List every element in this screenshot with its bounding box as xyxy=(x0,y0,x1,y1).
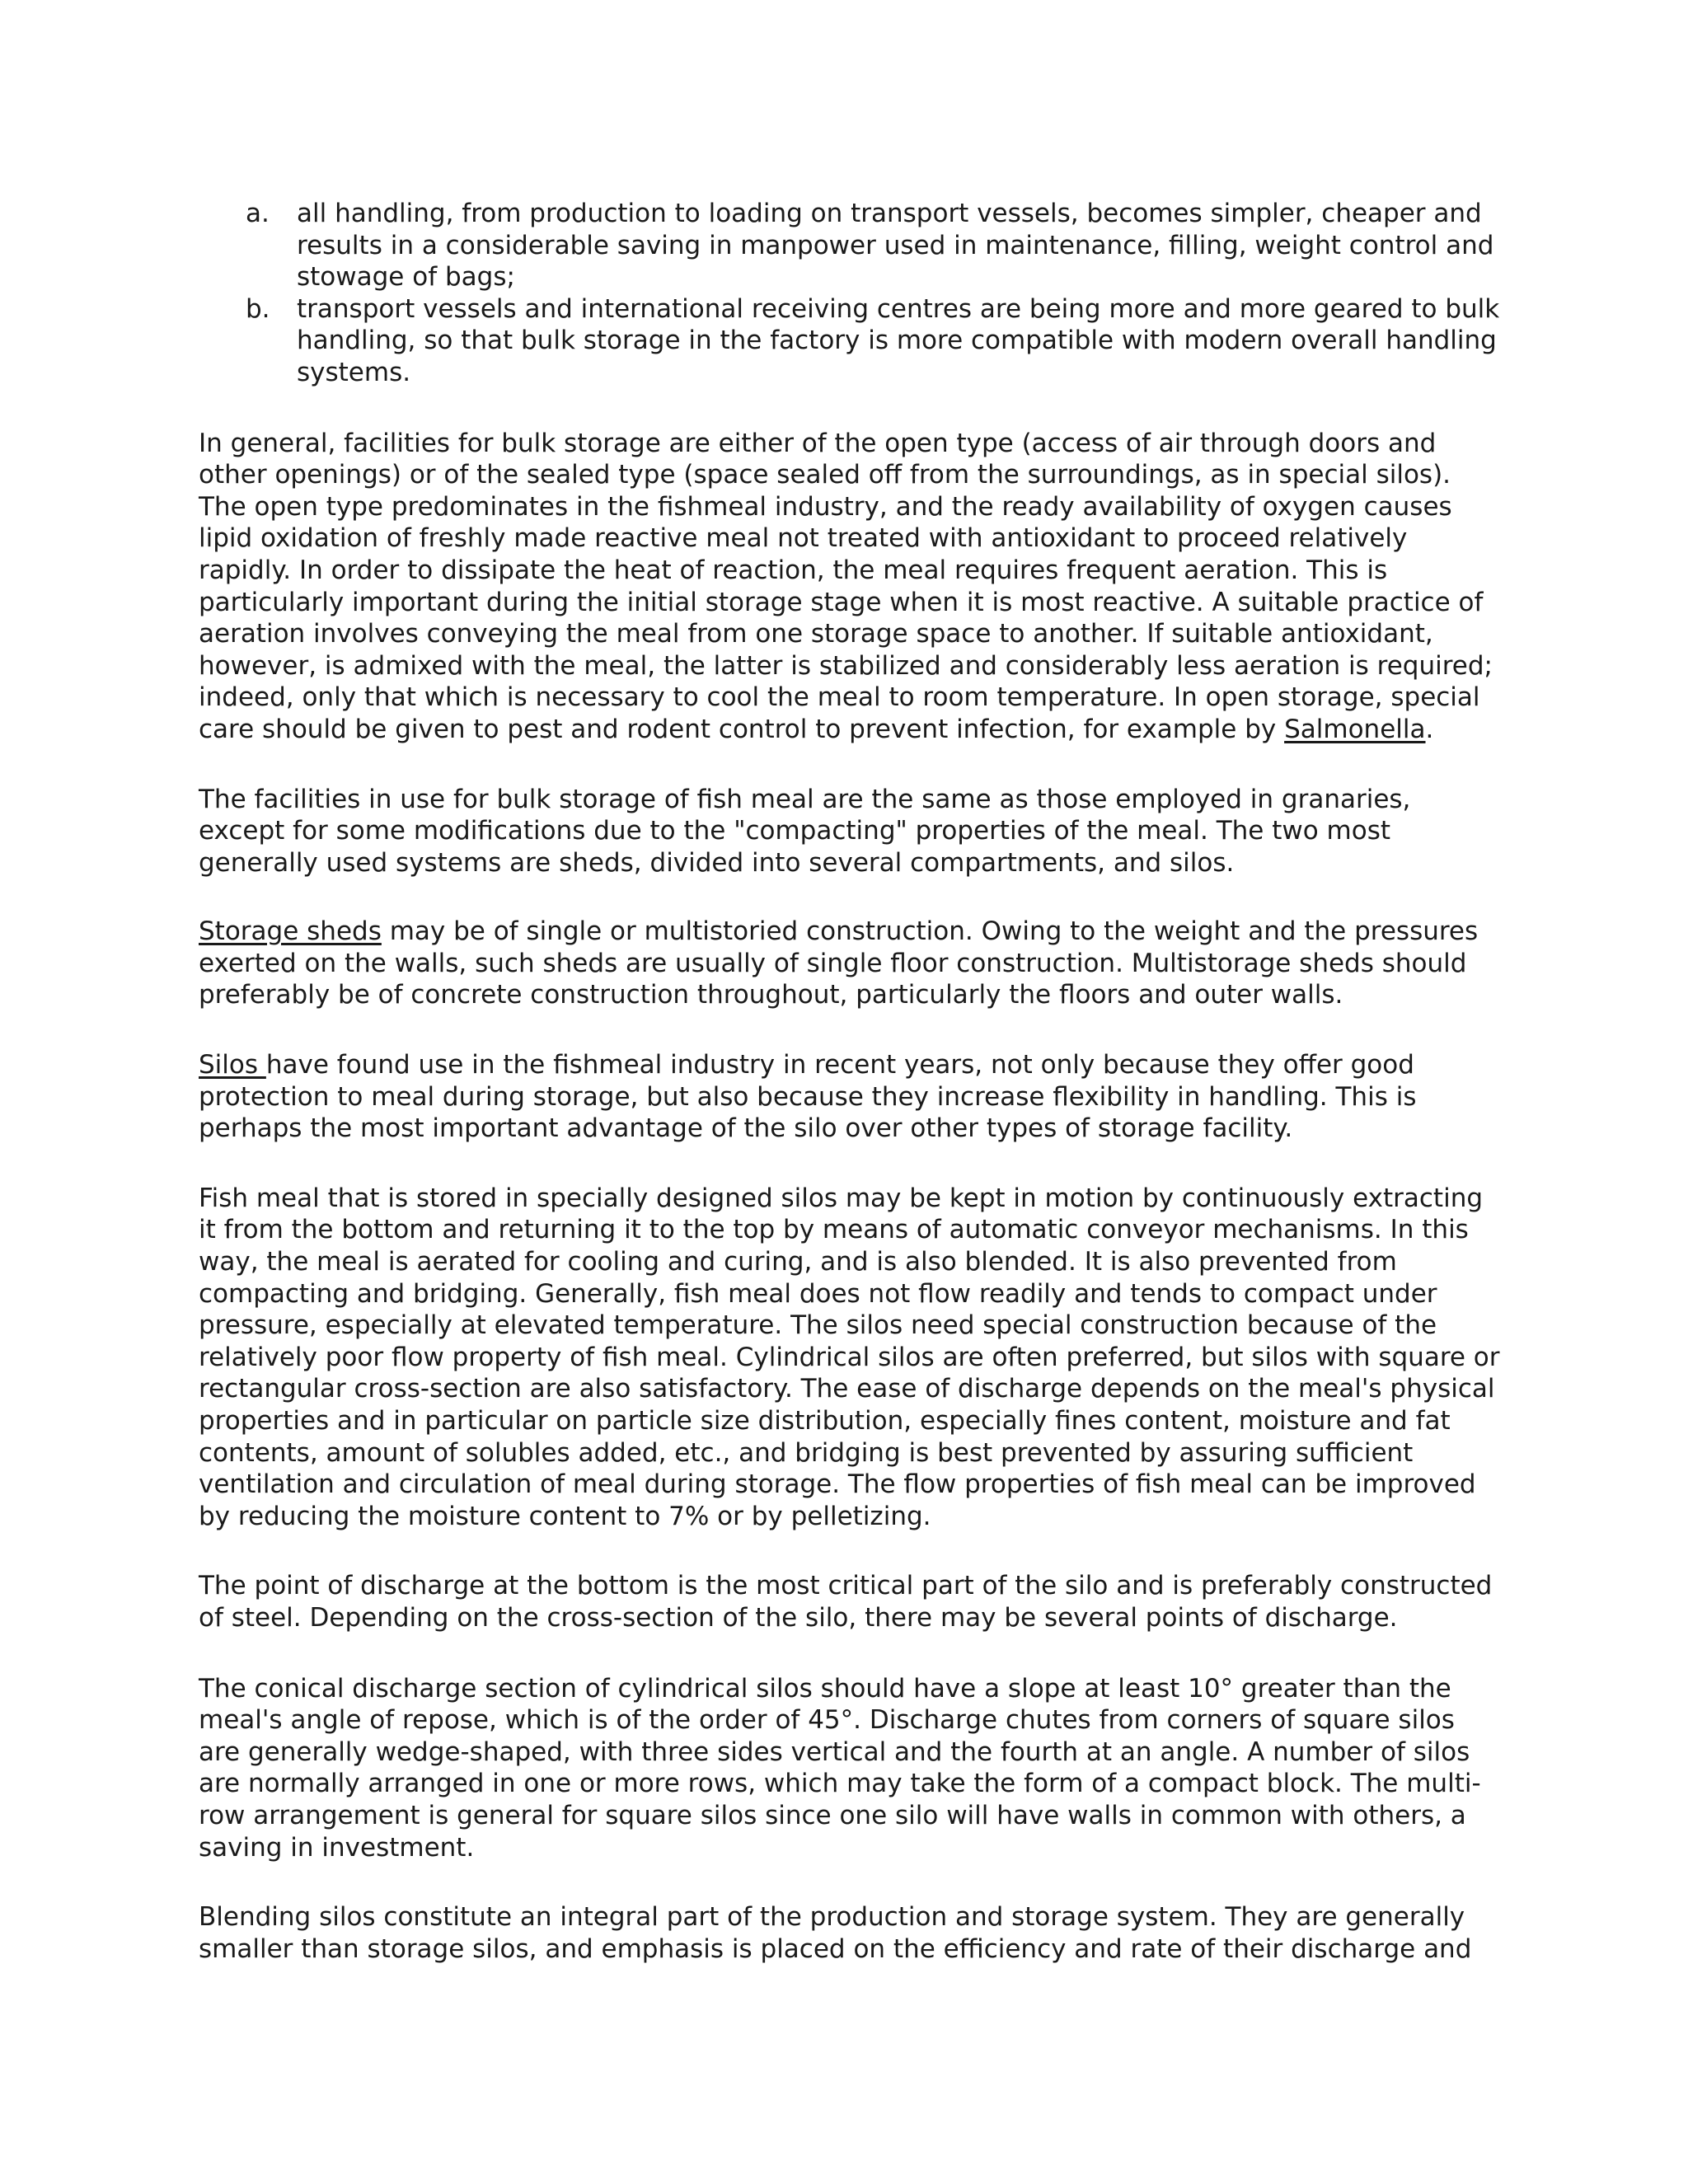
list-item xyxy=(199,293,1501,389)
paragraph-text: Blending silos constitute an integral part of the production and storage system. They are generally smaller than storage silos, and emphasis is placed on the efficiency and rate of their discharge and xyxy=(199,1902,1472,1964)
paragraph-storage-sheds xyxy=(199,916,1501,1011)
paragraph-conical-discharge xyxy=(199,1673,1501,1864)
paragraph-end: . xyxy=(1425,714,1434,744)
paragraph-text: The facilities in use for bulk storage of fish meal are the same as those employed in granaries, except for some modifications due to the "compacting" properties of the meal. The two most generally used systems are sheds, divided into several compartments, and silos. xyxy=(199,784,1411,878)
paragraph-text: The point of discharge at the bottom is the most critical part of the silo and is preferably constructed of steel. Depending on the cross-section of the silo, there may be several points of discharge. xyxy=(199,1571,1493,1633)
paragraph-bulk-storage-types xyxy=(199,428,1501,746)
paragraph-silo-motion xyxy=(199,1183,1501,1533)
silos-link[interactable]: Silos xyxy=(199,1050,266,1080)
list-marker: b. xyxy=(246,293,270,324)
list-marker: a. xyxy=(246,199,270,228)
document-page xyxy=(199,198,1501,1965)
list-item-text: transport vessels and international receiving centres are being more and more geared to bulk handling, so that bulk storage in the factory is more compatible with modern overall handling systems. xyxy=(297,293,1500,387)
paragraph-text: Fish meal that is stored in specially designed silos may be kept in motion by continuously extracting it from the bottom and returning it to the top by means of automatic conveyor mechanisms. In this way, the meal is aerated for cooling and curing, and is also blended. It is also prevented from compacting and bridging. Generally, fish meal does not flow readily and tends to compact under pressure, especially at elevated temperature. The silos need special construction because of the relatively poor flow property of fish meal. Cylindrical silos are often preferred, but silos with square or rectangular cross-section are also satisfactory. The ease of discharge depends on the meal's physical properties and in particular on particle size distribution, especially fines content, moisture and fat contents, amount of solubles added, etc., and bridging is best prevented by assuring sufficient ventilation and circulation of meal during storage. The flow properties of fish meal can be improved by reducing the moisture content to 7% or by pelletizing. xyxy=(199,1183,1500,1531)
paragraph-text: In general, facilities for bulk storage are either of the open type (access of air through doors and other openings) or of the sealed type (space sealed off from the surroundings, as in special silos). The open type predominates in the fishmeal industry, and the ready availability of oxygen causes lipid oxidation of freshly made reactive meal not treated with antioxidant to proceed relatively rapidly. In order to dissipate the heat of reaction, the meal requires frequent aeration. This is particularly important during the initial storage stage when it is most reactive. A suitable practice of aeration involves conveying the meal from one storage space to another. If suitable antioxidant, however, is admixed with the meal, the latter is stabilized and considerably less aeration is required; indeed, only that which is necessary to cool the meal to room temperature. In open storage, special care should be given to pest and rodent control to prevent infection, for example by xyxy=(199,428,1493,744)
paragraph-text: have found use in the fishmeal industry in recent years, not only because they offer good protection to meal during storage, but also because they increase flexibility in handling. This is perhaps the most important advantage of the silo over other types of storage facility. xyxy=(199,1050,1417,1144)
paragraph-facilities xyxy=(199,784,1501,879)
paragraph-discharge-point xyxy=(199,1570,1501,1633)
salmonella-link[interactable]: Salmonella xyxy=(1284,714,1426,744)
paragraph-silos xyxy=(199,1049,1501,1145)
paragraph-blending-silos xyxy=(199,1901,1501,1965)
list-item-text: all handling, from production to loading on transport vessels, becomes simpler, cheaper and results in a considerable saving in manpower used in maintenance, filling, weight control and stowage of bags; xyxy=(297,199,1494,293)
storage-sheds-link[interactable]: Storage sheds xyxy=(199,916,382,947)
list-item xyxy=(199,198,1501,293)
paragraph-text: The conical discharge section of cylindrical silos should have a slope at least 10° greater than the meal's angle of repose, which is of the order of 45°. Discharge chutes from corners of square silos are generally wedge-shaped, with three sides vertical and the fourth at an angle. A number of silos are normally arranged in one or more rows, which may take the form of a compact block. The multi-row arrangement is general for square silos since one silo will have walls in common with others, a saving in investment. xyxy=(199,1673,1481,1863)
advantages-list xyxy=(199,198,1501,389)
paragraph-text: may be of single or multistoried construction. Owing to the weight and the pressures exerted on the walls, such sheds are usually of single floor construction. Multistorage sheds should preferably be of concrete construction throughout, particularly the floors and outer walls. xyxy=(199,916,1479,1010)
